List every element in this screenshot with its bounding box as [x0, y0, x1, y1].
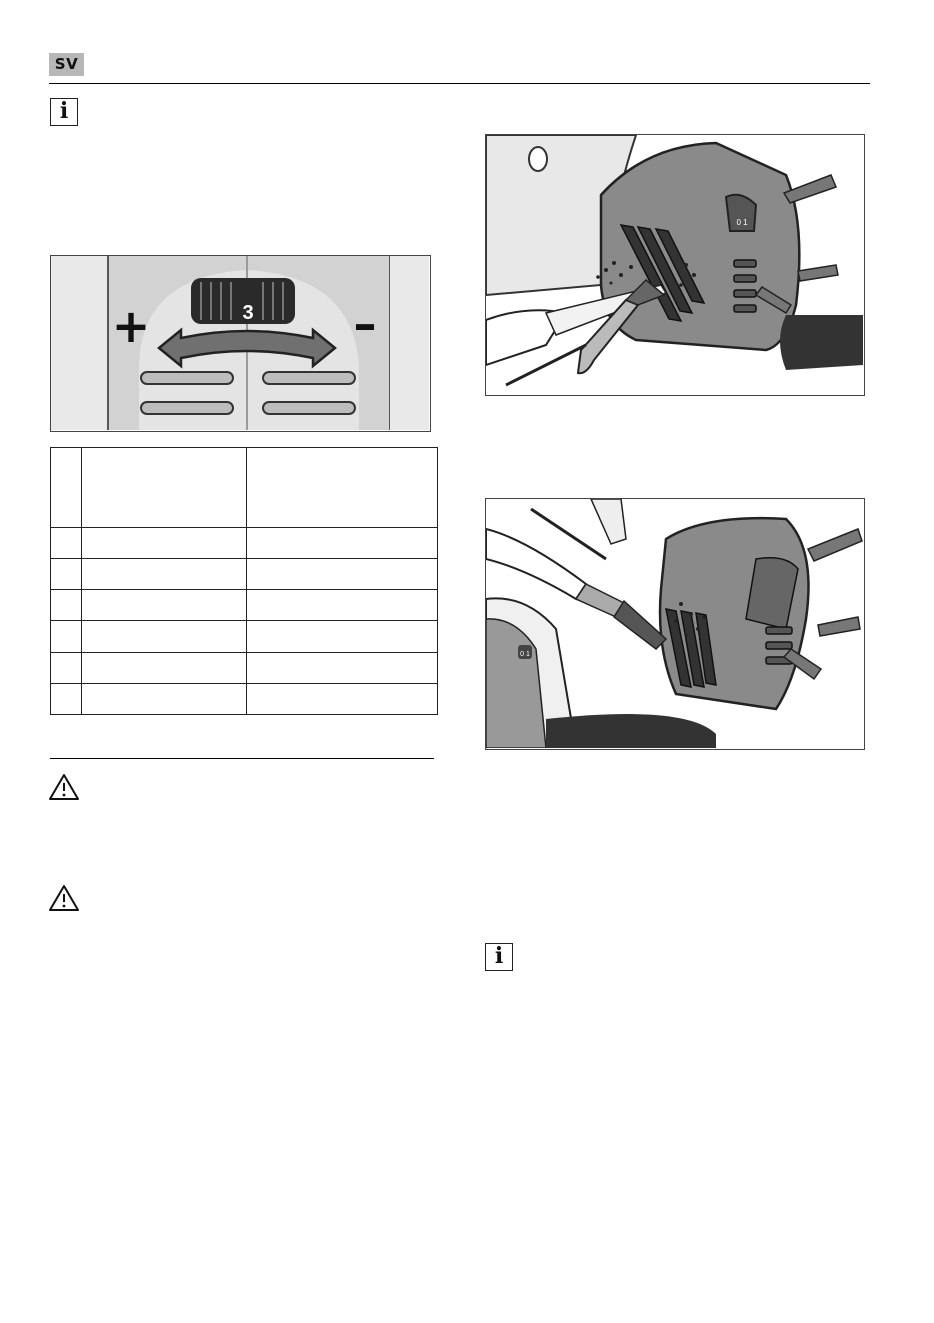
table-cell	[82, 559, 247, 590]
table-cell	[82, 621, 247, 653]
table-cell	[51, 590, 82, 621]
dial-icon	[51, 256, 429, 430]
table-cell	[247, 559, 438, 590]
table-cell	[82, 590, 247, 621]
warning-icon	[48, 773, 80, 801]
table-cell	[51, 559, 82, 590]
section-divider	[50, 758, 434, 759]
table-row	[51, 559, 438, 590]
table-header-row	[51, 448, 438, 528]
motor-vent-cleaning-figure	[485, 134, 865, 396]
info-icon	[50, 98, 78, 126]
table-row	[51, 621, 438, 653]
table-cell	[82, 528, 247, 559]
cover-vent-cleaning-figure	[485, 498, 865, 750]
table-cell	[82, 448, 247, 528]
table-cell	[247, 621, 438, 653]
table-cell	[247, 590, 438, 621]
table-cell	[51, 684, 82, 715]
table-cell	[82, 684, 247, 715]
grinder-cover-illustration	[486, 499, 863, 748]
table-row	[51, 590, 438, 621]
decrease-sign: –	[353, 297, 377, 351]
table-cell	[51, 528, 82, 559]
table-cell	[247, 528, 438, 559]
table-cell	[51, 653, 82, 684]
table-row	[51, 684, 438, 715]
table-cell	[51, 448, 82, 528]
header-divider	[49, 83, 870, 84]
table-cell	[51, 621, 82, 653]
info-icon-glyph: i	[494, 943, 504, 969]
warning-icon	[48, 884, 80, 912]
info-icon-glyph: i	[59, 98, 69, 124]
dial-setting-value: 3	[242, 302, 254, 324]
table-row	[51, 653, 438, 684]
table-cell	[82, 653, 247, 684]
increase-sign: +	[111, 299, 151, 353]
switch-label: 0 1	[736, 218, 748, 227]
table-cell	[247, 653, 438, 684]
switch-label: 0 1	[520, 651, 530, 658]
table-cell	[247, 448, 438, 528]
info-icon	[485, 943, 513, 971]
speed-table	[50, 447, 438, 715]
language-badge: SV	[49, 53, 84, 76]
table-cell	[247, 684, 438, 715]
table-row	[51, 528, 438, 559]
grinder-illustration	[486, 135, 863, 394]
speed-dial-figure	[50, 255, 431, 432]
